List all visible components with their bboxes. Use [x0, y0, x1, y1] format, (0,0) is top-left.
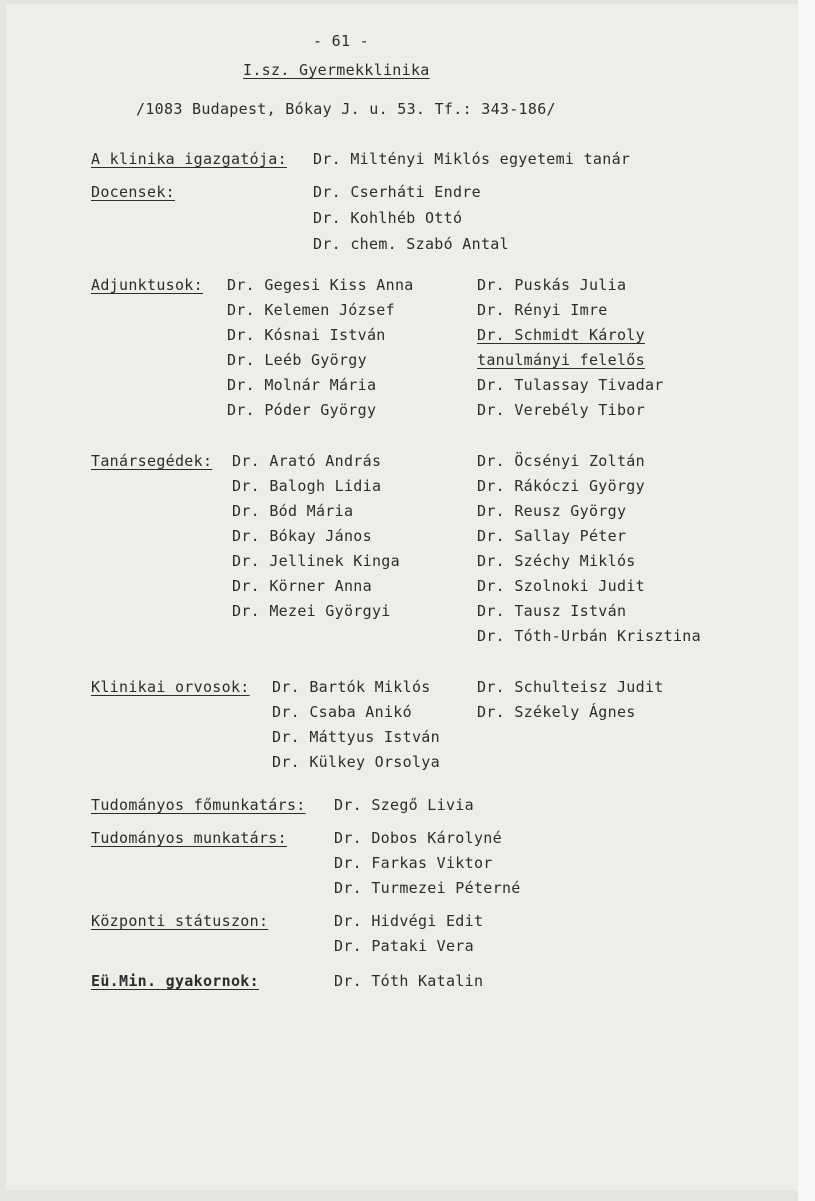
adjunct-name: Dr. Kelemen József: [227, 301, 395, 319]
adjunct-name: Dr. Schmidt Károly: [477, 326, 645, 344]
assistant-name: Dr. Körner Anna: [232, 577, 372, 595]
page-number: - 61 -: [313, 32, 369, 50]
adjunct-name: Dr. Verebély Tibor: [477, 401, 645, 419]
clinical-doctor-name: Dr. Csaba Anikó: [272, 703, 412, 721]
assistant-name: Dr. Bód Mária: [232, 502, 354, 520]
adjunct-name: Dr. Leéb György: [227, 351, 367, 369]
docent-name: Dr. chem. Szabó Antal: [313, 235, 509, 253]
adjunct-role: tanulmányi felelős: [477, 351, 645, 369]
senior-research-name: Dr. Szegő Livia: [334, 796, 474, 814]
docent-name: Dr. Cserháti Endre: [313, 183, 481, 201]
assistant-name: Dr. Reusz György: [477, 502, 627, 520]
assistant-name: Dr. Balogh Lidia: [232, 477, 382, 495]
clinical-doctor-name: Dr. Külkey Orsolya: [272, 753, 440, 771]
assistants-label: Tanársegédek:: [91, 452, 213, 470]
clinic-name: I.sz. Gyermekklinika: [243, 61, 430, 79]
central-status-name: Dr. Hidvégi Edit: [334, 912, 484, 930]
assistant-name: Dr. Rákóczi György: [477, 477, 645, 495]
central-status-name: Dr. Pataki Vera: [334, 937, 474, 955]
assistant-name: Dr. Bókay János: [232, 527, 372, 545]
clinical-doctor-name: Dr. Székely Ágnes: [477, 703, 636, 721]
adjunct-name: Dr. Tulassay Tivadar: [477, 376, 664, 394]
assistant-name: Dr. Tausz István: [477, 602, 627, 620]
research-name: Dr. Farkas Viktor: [334, 854, 493, 872]
adjunct-name: Dr. Molnár Mária: [227, 376, 377, 394]
research-name: Dr. Dobos Károlyné: [334, 829, 502, 847]
docents-label: Docensek:: [91, 183, 175, 201]
adjunct-name: Dr. Gegesi Kiss Anna: [227, 276, 414, 294]
assistant-name: Dr. Széchy Miklós: [477, 552, 636, 570]
scan-margin: [798, 0, 815, 1201]
adjunct-name: Dr. Puskás Julia: [477, 276, 627, 294]
assistant-name: Dr. Sallay Péter: [477, 527, 627, 545]
assistant-name: Dr. Mezei Györgyi: [232, 602, 391, 620]
ministry-trainee-name: Dr. Tóth Katalin: [334, 972, 484, 990]
director-label: A klinika igazgatója:: [91, 150, 287, 168]
research-name: Dr. Turmezei Péterné: [334, 879, 521, 897]
assistant-name: Dr. Jellinek Kinga: [232, 552, 400, 570]
document-page: [6, 4, 798, 1190]
research-label: Tudományos munkatárs:: [91, 829, 287, 847]
clinic-address: /1083 Budapest, Bókay J. u. 53. Tf.: 343-186/: [136, 100, 556, 118]
adjunct-name: Dr. Póder György: [227, 401, 377, 419]
clinical-doctor-name: Dr. Máttyus István: [272, 728, 440, 746]
ministry-trainee-label: Eü.Min. gyakornok:: [91, 972, 259, 990]
assistant-name: Dr. Arató András: [232, 452, 382, 470]
adjunct-name: Dr. Kósnai István: [227, 326, 386, 344]
adjuncts-label: Adjunktusok:: [91, 276, 203, 294]
clinical-doctor-name: Dr. Schulteisz Judit: [477, 678, 664, 696]
senior-research-label: Tudományos főmunkatárs:: [91, 796, 306, 814]
assistant-name: Dr. Tóth-Urbán Krisztina: [477, 627, 701, 645]
director-name: Dr. Miltényi Miklós egyetemi tanár: [313, 150, 631, 168]
assistant-name: Dr. Szolnoki Judit: [477, 577, 645, 595]
clinical-doctor-name: Dr. Bartók Miklós: [272, 678, 431, 696]
central-status-label: Központi státuszon:: [91, 912, 269, 930]
clinical-doctors-label: Klinikai orvosok:: [91, 678, 250, 696]
docent-name: Dr. Kohlhéb Ottó: [313, 209, 463, 227]
assistant-name: Dr. Öcsényi Zoltán: [477, 452, 645, 470]
adjunct-name: Dr. Rényi Imre: [477, 301, 608, 319]
